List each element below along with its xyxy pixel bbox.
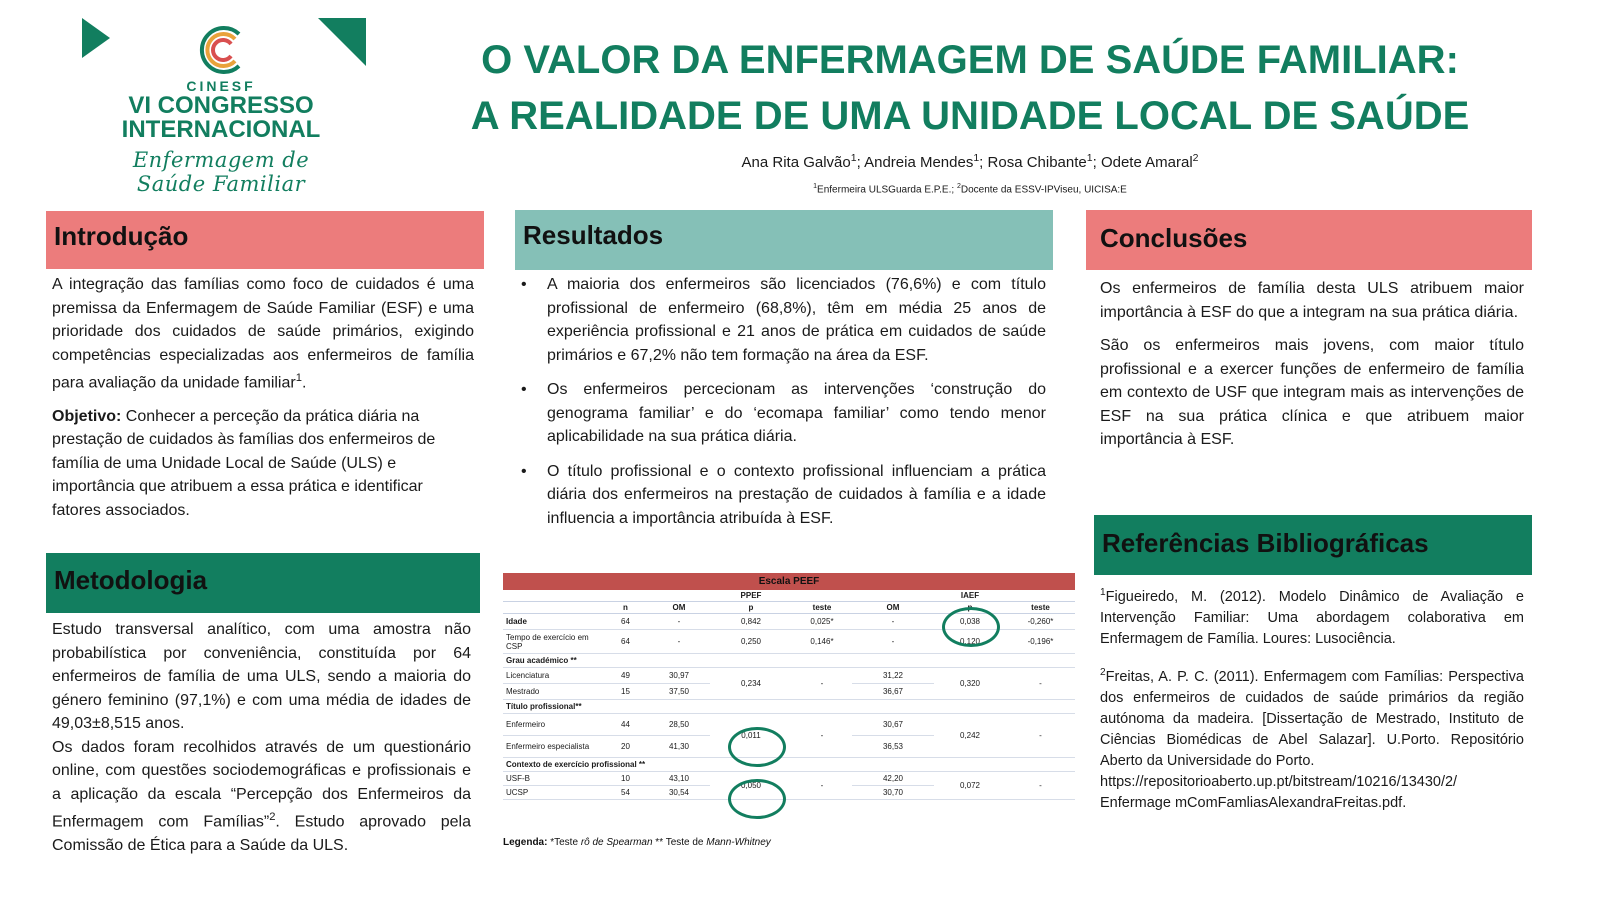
method-text-2: Os dados foram recolhidos através de um questionário online, com questões sociodemográficas e profissionais e a aplicação da escala “Percepção dos Enfermeiros da Enfermagem com Famílias” bbox=[52, 738, 471, 831]
peef-table bbox=[503, 573, 1075, 800]
table-cell: - bbox=[792, 772, 852, 800]
table-cell: 28,50 bbox=[648, 714, 710, 736]
logo-script: Enfermagem de Saúde Familiar bbox=[132, 148, 310, 196]
table-section-row bbox=[503, 700, 1075, 714]
col-header: teste bbox=[1006, 602, 1075, 614]
reference-2-url-1[interactable]: https://repositorioaberto.up.pt/bitstream/10216/13430/2/ bbox=[1100, 773, 1458, 790]
table-group-row bbox=[503, 590, 1075, 602]
table-cell: 20 bbox=[603, 736, 648, 758]
row-label: Enfermeiro bbox=[503, 714, 603, 736]
table-cell: 0,025* bbox=[792, 614, 852, 630]
table-cell: - bbox=[852, 630, 934, 654]
results-bullet: • A maioria dos enfermeiros são licenciados (76,6%) e com título profissional de enfermeiro (68,8%), têm em média 25 anos de experiência profissional e 21 anos de prática em cuidados de saúde primários e 67,2% não tem formação na área da ESF. bbox=[515, 273, 1046, 367]
row-label: Idade bbox=[503, 614, 603, 630]
results-bullet: • O título profissional e o contexto profissional influenciam a prática diária dos enfermeiros na prestação de cuidados à família e a idade influencia a importância atribuída à ESF. bbox=[515, 460, 1046, 531]
results-section bbox=[515, 273, 1046, 541]
legend-text-b: rô de Spearman bbox=[580, 837, 653, 848]
table-cell: 30,54 bbox=[648, 786, 710, 800]
method-paragraph-1: Estudo transversal analítico, com uma amostra não probabilística por conveniência, constituída por 64 enfermeiros de família de uma ULS, sendo a maioria do género feminino (97,1%) e com uma média de idades de 49,03±8,515 anos. bbox=[52, 621, 471, 732]
table-cell: 15 bbox=[603, 684, 648, 700]
legend-text-c: ** Teste de bbox=[652, 837, 707, 848]
table-title: Escala PEEF bbox=[503, 573, 1075, 590]
highlight-circle-contexto bbox=[728, 779, 786, 819]
table-cell: 0,320 bbox=[934, 668, 1006, 700]
table-cell: -0,196* bbox=[1006, 630, 1075, 654]
table-cell: 64 bbox=[603, 630, 648, 654]
methodology-heading: Metodologia bbox=[46, 553, 480, 613]
intro-text: A integração das famílias como foco de cuidados é uma premissa da Enfermagem de Saúde Familiar (ESF) e uma prioridade dos cuidados de saúde primários, exigindo competências especializadas aos enfermeiros de família para avaliação da unidade familiar bbox=[52, 276, 474, 392]
affil-1-sup: 1 bbox=[813, 183, 818, 190]
legend-text-a: *Teste bbox=[547, 837, 581, 848]
table-row bbox=[503, 668, 1075, 684]
congress-logo bbox=[96, 24, 346, 204]
references-heading: Referências Bibliográficas bbox=[1094, 515, 1532, 575]
conclusions-section bbox=[1100, 277, 1524, 462]
section-label: Grau académico ** bbox=[503, 654, 1075, 668]
table-cell: - bbox=[1006, 714, 1075, 758]
table-cell: 64 bbox=[603, 614, 648, 630]
table-cell: 49 bbox=[603, 668, 648, 684]
table-cell: 0,250 bbox=[710, 630, 792, 654]
table-cell: - bbox=[648, 630, 710, 654]
table-cell: 30,97 bbox=[648, 668, 710, 684]
table-cell: - bbox=[792, 668, 852, 700]
highlight-circle-titulo bbox=[728, 727, 786, 767]
table-cell: 0,146* bbox=[792, 630, 852, 654]
table-cell: 36,67 bbox=[852, 684, 934, 700]
cinesf-logo-icon bbox=[191, 24, 251, 76]
row-label: Enfermeiro especialista bbox=[503, 736, 603, 758]
row-label: Mestrado bbox=[503, 684, 603, 700]
results-list bbox=[515, 273, 1046, 530]
legend-label: Legenda: bbox=[503, 837, 548, 848]
reference-2 bbox=[1100, 662, 1524, 772]
table-cell: 0,050 bbox=[710, 772, 792, 800]
method-sup: 2 bbox=[269, 811, 276, 823]
affil-2: Docente da ESSV-IPViseu, UICISA:E bbox=[960, 184, 1127, 196]
table-cell: 30,67 bbox=[852, 714, 934, 736]
methodology-section bbox=[52, 618, 471, 867]
affil-2-sup: 2 bbox=[956, 183, 961, 190]
ref-2-text: Freitas, A. P. C. (2011). Enfermagem com Famílias: Perspectiva dos enfermeiros de cuidados de saúde primários da região autónoma da madeira. [Dissertação de Mestrado, Instituto de Ciências Biomédicas de Abel Salazar]. U.Porto. Repositório Aberto da Universidade do Porto. bbox=[1100, 668, 1524, 769]
col-header: p bbox=[710, 602, 792, 614]
author-3: Rosa Chibante bbox=[987, 154, 1087, 171]
conclusions-heading: Conclusões bbox=[1086, 210, 1532, 270]
author-1-sup: 1 bbox=[850, 152, 857, 164]
reference-1 bbox=[1100, 582, 1524, 650]
table-cell: - bbox=[1006, 668, 1075, 700]
table-cell: -0,260* bbox=[1006, 614, 1075, 630]
table-cell: 30,70 bbox=[852, 786, 934, 800]
col-header: teste bbox=[792, 602, 852, 614]
row-label: Tempo de exercício em CSP bbox=[503, 630, 603, 654]
table-cell: 0,234 bbox=[710, 668, 792, 700]
objective-label: Objetivo: bbox=[52, 407, 122, 425]
col-header: OM bbox=[852, 602, 934, 614]
objective-text: Conhecer a perceção da prática diária na prestação de cuidados às famílias dos enfermeiros de família de uma Unidade Local de Saúde (ULS) e importância que atribuem a essa prática e identificar fatores associados. bbox=[52, 407, 436, 519]
table-cell: 10 bbox=[603, 772, 648, 786]
affiliations bbox=[600, 183, 1340, 195]
highlight-circle-idade bbox=[942, 607, 1000, 647]
author-1: Ana Rita Galvão bbox=[741, 154, 851, 171]
author-4: Odete Amaral bbox=[1100, 154, 1193, 171]
references-section bbox=[1100, 582, 1524, 814]
intro-end: . bbox=[301, 374, 307, 392]
results-bullet: • Os enfermeiros percecionam as intervenções ‘construção do genograma familiar’ e do ‘ecomapa familiar’ como tendo menor aplicabilidade na sua prática diária. bbox=[515, 378, 1046, 449]
table-cell: 31,22 bbox=[852, 668, 934, 684]
col-header: OM bbox=[648, 602, 710, 614]
row-label: Licenciatura bbox=[503, 668, 603, 684]
table-cell: 0,120 bbox=[934, 630, 1006, 654]
affil-1: Enfermeira ULSGuarda E.P.E.; bbox=[817, 184, 955, 196]
table-cell: - bbox=[1006, 772, 1075, 800]
intro-heading: Introdução bbox=[46, 211, 484, 269]
table-row bbox=[503, 772, 1075, 786]
ref-2-sup: 2 bbox=[1100, 666, 1106, 678]
col-header: p bbox=[934, 602, 1006, 614]
ref-1-text: Figueiredo, M. (2012). Modelo Dinâmico de Avaliação e Intervenção Familiar: Uma abordagem colaborativa em Enfermagem de Família. Loures: Lusociência. bbox=[1100, 588, 1524, 647]
row-label: USF-B bbox=[503, 772, 603, 786]
table-section-row bbox=[503, 654, 1075, 668]
intro-sup: 1 bbox=[295, 372, 302, 384]
table-cell: 41,30 bbox=[648, 736, 710, 758]
table-cell: - bbox=[648, 614, 710, 630]
results-heading: Resultados bbox=[515, 210, 1053, 270]
objective-paragraph bbox=[52, 405, 474, 523]
table-cell: 0,011 bbox=[710, 714, 792, 758]
conclusion-paragraph-1: Os enfermeiros de família desta ULS atribuem maior importância à ESF do que a integram na sua prática diária. bbox=[1100, 280, 1524, 321]
section-label: Título profissional** bbox=[503, 700, 1075, 714]
authors: Ana Rita Galvão$^1$; Andreia Mendes$^1$; Rosa Chibante$^1$; Odete Amaral$^2$ bbox=[741, 152, 1199, 171]
author-2-sup: 1 bbox=[973, 152, 980, 164]
section-label: Contexto de exercício profissional ** bbox=[503, 758, 1075, 772]
logo-line2: INTERNACIONAL bbox=[121, 116, 321, 143]
table-cell: 54 bbox=[603, 786, 648, 800]
table-cell: - bbox=[852, 614, 934, 630]
group-ppef: PPEF bbox=[710, 590, 792, 602]
table-cell: 0,072 bbox=[934, 772, 1006, 800]
title-line1: O VALOR DA ENFERMAGEM DE SAÚDE FAMILIAR: bbox=[481, 38, 1459, 82]
row-label: UCSP bbox=[503, 786, 603, 800]
table-cell: 37,50 bbox=[648, 684, 710, 700]
table-legend bbox=[503, 837, 771, 848]
table-section-row bbox=[503, 758, 1075, 772]
table-cell: 42,20 bbox=[852, 772, 934, 786]
title-line2: A REALIDADE DE UMA UNIDADE LOCAL DE SAÚDE bbox=[470, 94, 1470, 138]
conclusion-paragraph-2: São os enfermeiros mais jovens, com maior título profissional e a exercer funções de enfermeiro de família em contexto de USF que integram mais as intervenções de ESF na sua prática clínica e que atribuem maior importância à ESF. bbox=[1100, 337, 1524, 448]
col-header: n bbox=[603, 602, 648, 614]
table-cell: 0,842 bbox=[710, 614, 792, 630]
table-cell: 43,10 bbox=[648, 772, 710, 786]
table-cell: 36,53 bbox=[852, 736, 934, 758]
group-iaef: IAEF bbox=[934, 590, 1006, 602]
intro-paragraph bbox=[52, 273, 474, 395]
logo-acronym: CINESF bbox=[186, 78, 256, 94]
method-end: . Estudo aprovado pela Comissão de Ética para a Saúde da ULS. bbox=[52, 813, 472, 854]
reference-2-url-2[interactable]: Enfermage mComFamliasAlexandraFreitas.pdf. bbox=[1100, 794, 1407, 811]
poster-title bbox=[440, 32, 1500, 144]
author-2: Andreia Mendes bbox=[864, 154, 974, 171]
method-paragraph-2 bbox=[52, 736, 471, 858]
author-4-sup: 2 bbox=[1192, 152, 1199, 164]
author-3-sup: 1 bbox=[1086, 152, 1093, 164]
intro-section bbox=[52, 273, 474, 532]
legend-text-d: Mann-Whitney bbox=[706, 837, 771, 848]
logo-line1: VI CONGRESSO bbox=[128, 92, 314, 119]
table-cell: 44 bbox=[603, 714, 648, 736]
ref-1-sup: 1 bbox=[1100, 587, 1106, 598]
table-cell: - bbox=[792, 714, 852, 758]
table-cell: 0,242 bbox=[934, 714, 1006, 758]
table-cell: 0,038 bbox=[934, 614, 1006, 630]
table-row bbox=[503, 714, 1075, 736]
